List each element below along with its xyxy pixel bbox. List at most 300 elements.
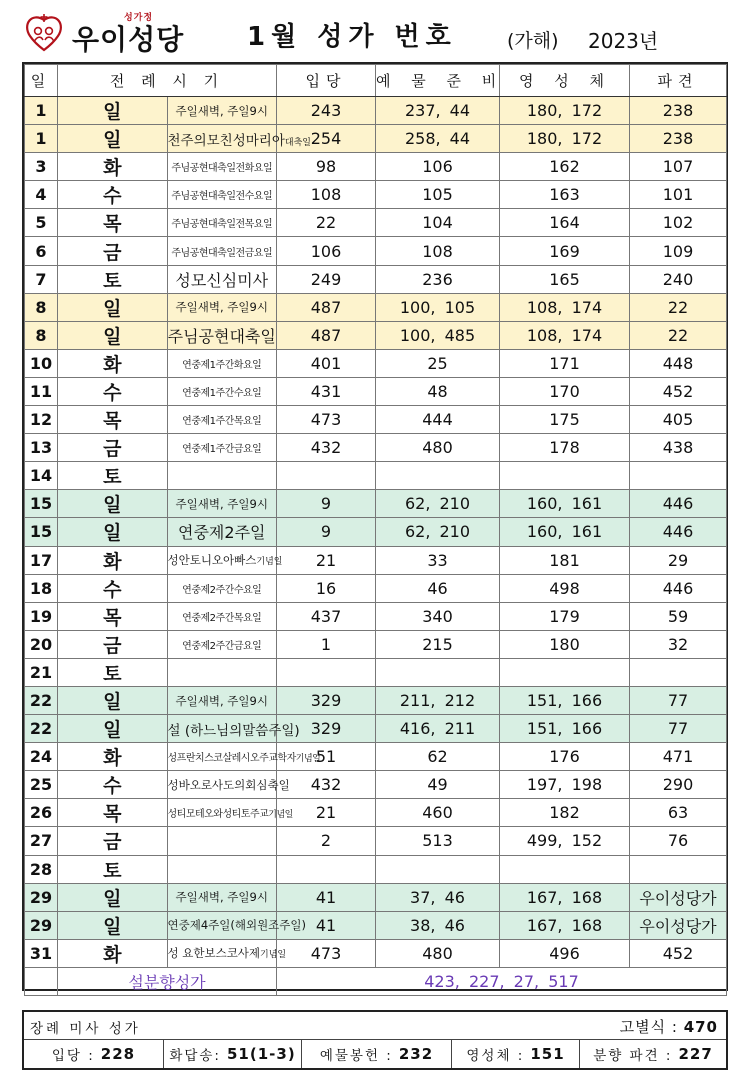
entrance-hymn-cell: 401 <box>277 349 376 377</box>
communion-hymn-cell <box>500 658 630 686</box>
offertory-hymn-cell: 513 <box>376 827 500 855</box>
communion-hymn-cell: 170 <box>500 377 630 405</box>
entrance-hymn-cell: 431 <box>277 377 376 405</box>
dismissal-hymn-cell: 446 <box>630 574 727 602</box>
offertory-hymn-cell: 37, 46 <box>376 883 500 911</box>
table-row <box>25 181 727 209</box>
farewell-label: 고별식 : <box>619 1018 678 1036</box>
liturgy-name: 주일새벽, 주일9시 <box>175 496 268 511</box>
day-cell: 27 <box>25 827 58 855</box>
day-cell: 25 <box>25 771 58 799</box>
entrance-hymn-cell: 254 <box>277 125 376 153</box>
dismissal-hymn-cell: 63 <box>630 799 727 827</box>
funeral-hymn-number: 151 <box>530 1045 565 1063</box>
table-row <box>25 771 727 799</box>
weekday-cell: 금 <box>58 434 168 462</box>
weekday-cell: 일 <box>58 686 168 714</box>
day-cell: 1 <box>25 97 58 125</box>
liturgy-name: 주님공현대축일 <box>167 326 276 346</box>
offertory-hymn-cell: 33 <box>376 546 500 574</box>
funeral-hymn-label: 영성체 : <box>466 1048 525 1064</box>
hymn-schedule-table <box>22 62 728 991</box>
table-row <box>25 602 727 630</box>
table-row <box>25 939 727 967</box>
liturgy-cell <box>167 293 277 321</box>
table-row <box>25 827 727 855</box>
dismissal-hymn-cell: 471 <box>630 743 727 771</box>
offertory-hymn-cell: 108 <box>376 237 500 265</box>
weekday-cell: 화 <box>58 153 168 181</box>
liturgy-cell <box>167 574 277 602</box>
table-row <box>25 209 727 237</box>
liturgy-rank-note: 기념일 <box>268 810 293 821</box>
table-row <box>25 686 727 714</box>
table-row <box>25 799 727 827</box>
day-cell: 8 <box>25 321 58 349</box>
day-cell: 14 <box>25 462 58 490</box>
entrance-hymn-cell: 473 <box>277 406 376 434</box>
offertory-hymn-cell: 236 <box>376 265 500 293</box>
funeral-title: 장례 미사 성가 <box>30 1021 141 1037</box>
entrance-hymn-cell <box>277 855 376 883</box>
communion-hymn-cell: 167, 168 <box>500 883 630 911</box>
table-row <box>25 321 727 349</box>
liturgy-cell <box>167 658 277 686</box>
dismissal-hymn-cell: 240 <box>630 265 727 293</box>
day-cell: 7 <box>25 265 58 293</box>
day-cell: 13 <box>25 434 58 462</box>
funeral-hymn-number: 227 <box>678 1045 713 1063</box>
lunar-new-year-incense-row <box>25 967 727 995</box>
liturgy-name: 주일새벽, 주일9시 <box>175 300 268 315</box>
weekday-cell: 수 <box>58 574 168 602</box>
table-row <box>25 855 727 883</box>
dismissal-hymn-cell: 22 <box>630 321 727 349</box>
communion-hymn-cell: 180 <box>500 630 630 658</box>
offertory-hymn-cell: 444 <box>376 406 500 434</box>
liturgy-cell <box>167 686 277 714</box>
weekday-cell: 금 <box>58 827 168 855</box>
offertory-hymn-cell: 62, 210 <box>376 518 500 546</box>
liturgy-cell <box>167 939 287 967</box>
weekday-cell: 화 <box>58 546 168 574</box>
communion-hymn-cell: 169 <box>500 237 630 265</box>
liturgy-name: 주일새벽, 주일9시 <box>175 693 268 708</box>
offertory-hymn-cell: 460 <box>376 799 500 827</box>
holy-family-logo-icon <box>22 14 66 52</box>
liturgy-name: 주님공현대축일전수요일 <box>171 191 273 203</box>
dismissal-hymn-cell: 32 <box>630 630 727 658</box>
liturgy-cell <box>167 209 277 237</box>
weekday-cell: 토 <box>58 658 168 686</box>
logo-text: 우이성당 <box>72 23 185 56</box>
dismissal-hymn-cell: 452 <box>630 377 727 405</box>
day-cell: 15 <box>25 490 58 518</box>
day-cell: 28 <box>25 855 58 883</box>
funeral-hymn-item <box>24 1040 164 1068</box>
weekday-cell: 토 <box>58 462 168 490</box>
entrance-hymn-cell: 41 <box>277 911 376 939</box>
day-cell: 10 <box>25 349 58 377</box>
table-row <box>25 574 727 602</box>
dismissal-hymn-cell: 438 <box>630 434 727 462</box>
weekday-cell: 금 <box>58 630 168 658</box>
offertory-hymn-cell: 100, 105 <box>376 293 500 321</box>
offertory-hymn-cell: 106 <box>376 153 500 181</box>
liturgy-cell <box>167 153 277 181</box>
table-row <box>25 462 727 490</box>
offertory-hymn-cell: 100, 485 <box>376 321 500 349</box>
liturgy-name: 성바오로사도의회심축일 <box>167 777 290 792</box>
communion-hymn-cell: 108, 174 <box>500 321 630 349</box>
col-header-offertory: 예 물 준 비 <box>376 65 500 97</box>
liturgy-cell <box>167 490 277 518</box>
weekday-cell: 토 <box>58 855 168 883</box>
liturgy-name: 성 요한보스코사제 <box>167 946 261 961</box>
liturgy-name: 성안토니오아빠스 <box>167 553 257 568</box>
liturgy-name: 성티모테오와성티토주교 <box>167 809 269 821</box>
liturgy-cell <box>167 237 277 265</box>
table-row <box>25 911 727 939</box>
weekday-cell: 금 <box>58 237 168 265</box>
day-cell: 29 <box>25 911 58 939</box>
offertory-hymn-cell <box>376 462 500 490</box>
liturgy-name: 연중제4주일(해외원조주일) <box>167 918 306 933</box>
entrance-hymn-cell: 21 <box>277 546 376 574</box>
liturgy-name: 주님공현대축일전목요일 <box>171 219 273 231</box>
weekday-cell: 일 <box>58 715 168 743</box>
weekday-cell: 일 <box>58 97 168 125</box>
offertory-hymn-cell: 38, 46 <box>376 911 500 939</box>
farewell-rite <box>620 1016 718 1037</box>
offertory-hymn-cell: 258, 44 <box>376 125 500 153</box>
dismissal-hymn-cell: 446 <box>630 490 727 518</box>
offertory-hymn-cell: 211, 212 <box>376 686 500 714</box>
liturgy-name: 성프란치스코살레시오주교학자 <box>167 753 296 765</box>
dismissal-hymn-cell: 102 <box>630 209 727 237</box>
dismissal-hymn-cell: 77 <box>630 715 727 743</box>
offertory-hymn-cell: 49 <box>376 771 500 799</box>
communion-hymn-cell: 182 <box>500 799 630 827</box>
liturgy-cell <box>167 349 277 377</box>
dismissal-hymn-cell: 76 <box>630 827 727 855</box>
table-row <box>25 237 727 265</box>
table-row <box>25 377 727 405</box>
communion-hymn-cell: 162 <box>500 153 630 181</box>
page-header <box>0 0 750 58</box>
dismissal-hymn-cell <box>630 658 727 686</box>
table-row <box>25 265 727 293</box>
dismissal-hymn-cell: 448 <box>630 349 727 377</box>
funeral-hymn-label: 예물봉헌 : <box>319 1048 393 1064</box>
offertory-hymn-cell: 104 <box>376 209 500 237</box>
entrance-hymn-cell: 249 <box>277 265 376 293</box>
communion-hymn-cell: 498 <box>500 574 630 602</box>
day-cell: 15 <box>25 518 58 546</box>
liturgy-cell <box>167 771 290 799</box>
dismissal-hymn-cell: 우이성당가 <box>630 911 727 939</box>
funeral-mass-hymns <box>22 1010 728 1070</box>
communion-hymn-cell <box>500 855 630 883</box>
dismissal-hymn-cell: 452 <box>630 939 727 967</box>
weekday-cell: 화 <box>58 349 168 377</box>
entrance-hymn-cell: 329 <box>277 715 376 743</box>
day-cell: 17 <box>25 546 58 574</box>
offertory-hymn-cell <box>376 855 500 883</box>
day-cell: 29 <box>25 883 58 911</box>
communion-hymn-cell: 176 <box>500 743 630 771</box>
communion-hymn-cell: 496 <box>500 939 630 967</box>
entrance-hymn-cell: 98 <box>277 153 376 181</box>
weekday-cell: 일 <box>58 321 168 349</box>
communion-hymn-cell: 163 <box>500 181 630 209</box>
liturgy-name: 천주의모친성마리아 <box>167 132 285 149</box>
entrance-hymn-cell: 41 <box>277 883 376 911</box>
liturgy-cell <box>167 406 277 434</box>
liturgy-cell <box>167 97 277 125</box>
offertory-hymn-cell: 416, 211 <box>376 715 500 743</box>
incense-hymn-label: 설분향성가 <box>58 967 277 995</box>
entrance-hymn-cell: 487 <box>277 293 376 321</box>
page-title: 1월 성가 번호 <box>247 22 457 52</box>
day-cell: 11 <box>25 377 58 405</box>
liturgy-name: 연중제2주간금요일 <box>182 640 262 652</box>
col-header-entrance: 입당 <box>277 65 376 97</box>
incense-hymn-numbers: 423, 227, 27, 517 <box>277 967 727 995</box>
liturgy-rank-note: 대축일 <box>284 137 311 148</box>
communion-hymn-cell: 165 <box>500 265 630 293</box>
communion-hymn-cell: 160, 161 <box>500 490 630 518</box>
entrance-hymn-cell: 487 <box>277 321 376 349</box>
entrance-hymn-cell: 243 <box>277 97 376 125</box>
table-row <box>25 293 727 321</box>
offertory-hymn-cell: 480 <box>376 434 500 462</box>
offertory-hymn-cell: 480 <box>376 939 500 967</box>
liturgy-cell <box>167 799 293 827</box>
offertory-hymn-cell: 237, 44 <box>376 97 500 125</box>
liturgy-cell <box>167 630 277 658</box>
table-row <box>25 883 727 911</box>
day-cell: 31 <box>25 939 58 967</box>
funeral-hymn-number: 232 <box>398 1045 434 1063</box>
table-row <box>25 153 727 181</box>
liturgy-name: 연중제1주간화요일 <box>182 359 262 371</box>
liturgy-name: 주님공현대축일전금요일 <box>171 247 273 259</box>
table-row <box>25 658 727 686</box>
communion-hymn-cell: 164 <box>500 209 630 237</box>
day-cell: 18 <box>25 574 58 602</box>
weekday-cell: 목 <box>58 602 168 630</box>
offertory-hymn-cell: 25 <box>376 349 500 377</box>
weekday-cell: 화 <box>58 743 168 771</box>
entrance-hymn-cell: 9 <box>277 518 376 546</box>
liturgy-name: 주일새벽, 주일9시 <box>175 103 268 118</box>
dismissal-hymn-cell: 77 <box>630 686 727 714</box>
entrance-hymn-cell: 432 <box>277 771 376 799</box>
communion-hymn-cell: 171 <box>500 349 630 377</box>
liturgy-name: 연중제2주일 <box>178 523 266 543</box>
liturgy-name: 성모신심미사 <box>175 270 269 290</box>
liturgy-name: 연중제1주간금요일 <box>182 444 262 456</box>
liturgy-name: 설 (하느님의말씀주일) <box>167 722 300 739</box>
dismissal-hymn-cell: 109 <box>630 237 727 265</box>
communion-hymn-cell: 499, 152 <box>500 827 630 855</box>
day-cell: 26 <box>25 799 58 827</box>
day-cell: 1 <box>25 125 58 153</box>
liturgy-cell <box>167 883 277 911</box>
col-header-liturgy: 전 례 시 기 <box>58 65 277 97</box>
day-cell: 20 <box>25 630 58 658</box>
entrance-hymn-cell: 22 <box>277 209 376 237</box>
weekday-cell: 목 <box>58 799 168 827</box>
liturgy-name: 주님공현대축일전화요일 <box>171 163 273 175</box>
liturgy-cell <box>167 321 277 349</box>
weekday-cell: 수 <box>58 377 168 405</box>
liturgy-cell <box>167 715 300 743</box>
table-row <box>25 434 727 462</box>
entrance-hymn-cell <box>277 462 376 490</box>
empty-cell <box>25 967 58 995</box>
liturgy-cell <box>167 546 283 574</box>
dismissal-hymn-cell <box>630 855 727 883</box>
entrance-hymn-cell: 106 <box>277 237 376 265</box>
entrance-hymn-cell: 329 <box>277 686 376 714</box>
parish-logo <box>22 8 212 56</box>
table-header-row <box>25 65 727 97</box>
table-row <box>25 630 727 658</box>
weekday-cell: 목 <box>58 406 168 434</box>
offertory-hymn-cell: 62, 210 <box>376 490 500 518</box>
dismissal-hymn-cell: 290 <box>630 771 727 799</box>
funeral-hymn-item <box>580 1040 726 1068</box>
weekday-cell: 화 <box>58 939 168 967</box>
weekday-cell: 일 <box>58 518 168 546</box>
dismissal-hymn-cell: 29 <box>630 546 727 574</box>
liturgy-name: 연중제2주간목요일 <box>182 612 262 624</box>
weekday-cell: 일 <box>58 911 168 939</box>
liturgy-cell <box>167 125 311 153</box>
funeral-hymn-label: 입당 : <box>51 1048 95 1064</box>
day-cell: 8 <box>25 293 58 321</box>
funeral-hymn-list <box>24 1040 726 1068</box>
funeral-hymn-number: 228 <box>100 1045 136 1063</box>
funeral-hymn-item <box>452 1040 580 1068</box>
dismissal-hymn-cell: 우이성당가 <box>630 883 727 911</box>
liturgy-cell <box>167 265 277 293</box>
liturgy-cell <box>167 377 277 405</box>
table-row <box>25 743 727 771</box>
liturgy-rank-note: 기념일 <box>260 950 287 961</box>
liturgy-name: 연중제1주간목요일 <box>182 416 262 428</box>
weekday-cell: 수 <box>58 181 168 209</box>
communion-hymn-cell: 167, 168 <box>500 911 630 939</box>
dismissal-hymn-cell: 59 <box>630 602 727 630</box>
weekday-cell: 일 <box>58 293 168 321</box>
dismissal-hymn-cell: 238 <box>630 125 727 153</box>
weekday-cell: 토 <box>58 265 168 293</box>
communion-hymn-cell <box>500 462 630 490</box>
funeral-hymn-label: 화답송: <box>169 1048 221 1064</box>
entrance-hymn-cell: 473 <box>277 939 376 967</box>
logo-small-text: 성가정 <box>124 13 154 23</box>
entrance-hymn-cell <box>277 658 376 686</box>
offertory-hymn-cell: 215 <box>376 630 500 658</box>
entrance-hymn-cell: 16 <box>277 574 376 602</box>
col-header-communion: 영 성 체 <box>500 65 630 97</box>
weekday-cell: 목 <box>58 209 168 237</box>
table-row <box>25 518 727 546</box>
weekday-cell: 일 <box>58 490 168 518</box>
communion-hymn-cell: 180, 172 <box>500 125 630 153</box>
table-row <box>25 406 727 434</box>
liturgy-name: 주일새벽, 주일9시 <box>175 890 268 905</box>
liturgy-cell <box>167 743 321 771</box>
communion-hymn-cell: 160, 161 <box>500 518 630 546</box>
liturgy-cell <box>167 518 277 546</box>
entrance-hymn-cell: 21 <box>277 799 376 827</box>
liturgy-cell <box>167 827 277 855</box>
offertory-hymn-cell: 340 <box>376 602 500 630</box>
liturgy-name: 연중제1주간수요일 <box>182 387 262 399</box>
liturgy-rank-note: 기념일 <box>256 557 283 568</box>
day-cell: 21 <box>25 658 58 686</box>
weekday-cell: 일 <box>58 125 168 153</box>
day-cell: 12 <box>25 406 58 434</box>
liturgy-cell <box>167 434 277 462</box>
col-header-dismissal: 파견 <box>630 65 727 97</box>
entrance-hymn-cell: 9 <box>277 490 376 518</box>
table-row <box>25 490 727 518</box>
liturgy-cell <box>167 462 277 490</box>
communion-hymn-cell: 175 <box>500 406 630 434</box>
liturgical-year-note: (가해) <box>507 30 559 52</box>
dismissal-hymn-cell: 446 <box>630 518 727 546</box>
entrance-hymn-cell: 1 <box>277 630 376 658</box>
day-cell: 22 <box>25 715 58 743</box>
entrance-hymn-cell: 51 <box>277 743 376 771</box>
dismissal-hymn-cell: 405 <box>630 406 727 434</box>
liturgy-cell <box>167 602 277 630</box>
farewell-value: 470 <box>683 1018 718 1036</box>
funeral-header <box>24 1012 726 1040</box>
offertory-hymn-cell: 105 <box>376 181 500 209</box>
funeral-hymn-item <box>302 1040 452 1068</box>
table-row <box>25 125 727 153</box>
entrance-hymn-cell: 432 <box>277 434 376 462</box>
entrance-hymn-cell: 2 <box>277 827 376 855</box>
day-cell: 6 <box>25 237 58 265</box>
communion-hymn-cell: 178 <box>500 434 630 462</box>
entrance-hymn-cell: 108 <box>277 181 376 209</box>
communion-hymn-cell: 180, 172 <box>500 97 630 125</box>
day-cell: 3 <box>25 153 58 181</box>
table-row <box>25 349 727 377</box>
day-cell: 19 <box>25 602 58 630</box>
table-row <box>25 97 727 125</box>
year-label: 2023년 <box>588 29 659 53</box>
table-row <box>25 715 727 743</box>
dismissal-hymn-cell: 107 <box>630 153 727 181</box>
offertory-hymn-cell <box>376 658 500 686</box>
day-cell: 5 <box>25 209 58 237</box>
liturgy-name: 연중제2주간수요일 <box>182 584 262 596</box>
weekday-cell: 수 <box>58 771 168 799</box>
communion-hymn-cell: 179 <box>500 602 630 630</box>
table-row <box>25 546 727 574</box>
weekday-cell: 일 <box>58 883 168 911</box>
offertory-hymn-cell: 48 <box>376 377 500 405</box>
dismissal-hymn-cell: 22 <box>630 293 727 321</box>
